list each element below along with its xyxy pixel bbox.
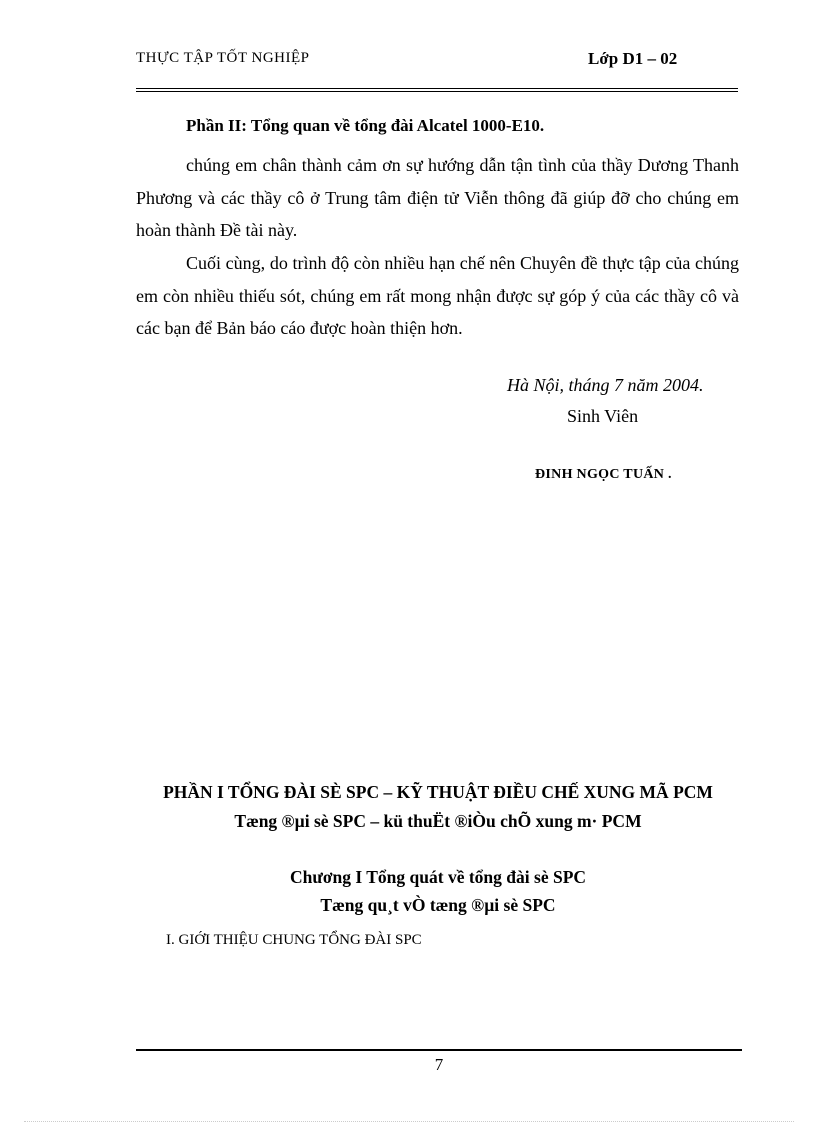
chapter-title: Chương I Tổng quát về tổng đài sè SPC [289,867,587,887]
header-rule-bottom [136,91,738,92]
part-title: PHẦN I TỔNG ĐÀI SÈ SPC – KỸ THUẬT ĐIỀU CHẾ XUNG MÃ PCM [163,782,713,802]
page-number: 7 [434,1055,444,1074]
header-class: Lớp D1 – 02 [588,49,678,68]
paragraph: Cuối cùng, do trình độ còn nhiều hạn chế nên Chuyên đề thực tập của chúng em còn nhiều thiếu sót, chúng em rất mong nhận được sự góp ý của các thầy cô và các bạn để Bản báo cáo được hoàn thiện hơn. [136,253,739,338]
part-title-garbled: Tæng ®µi sè SPC – kü thuËt ®iÒu chÕ xung m· PCM [234,811,642,831]
signature-date: Hà Nội, tháng 7 năm 2004. [507,375,704,395]
signer-title: Sinh Viên [567,406,639,426]
header-rule-top [136,88,738,89]
footer-rule [136,1049,742,1051]
signer-name: ĐINH NGỌC TUẤN . [535,467,672,482]
page-edge-dots [24,1121,794,1122]
paragraph: chúng em chân thành cảm ơn sự hướng dẫn tận tình của thầy Dương Thanh Phương và các thầy cô ở Trung tâm điện tử Viễn thông đã giúp đỡ cho chúng em hoàn thành Đề tài này. [136,155,739,240]
section-heading: Phần II: Tổng quan về tổng đài Alcatel 1000-E10. [186,116,545,135]
header-title: THỰC TẬP TỐT NGHIỆP [136,50,310,66]
section-title: I. GIỚI THIỆU CHUNG TỔNG ĐÀI SPC [166,932,422,948]
chapter-title-garbled: Tæng qu¸t vÒ tæng ®µi sè SPC [320,895,556,915]
